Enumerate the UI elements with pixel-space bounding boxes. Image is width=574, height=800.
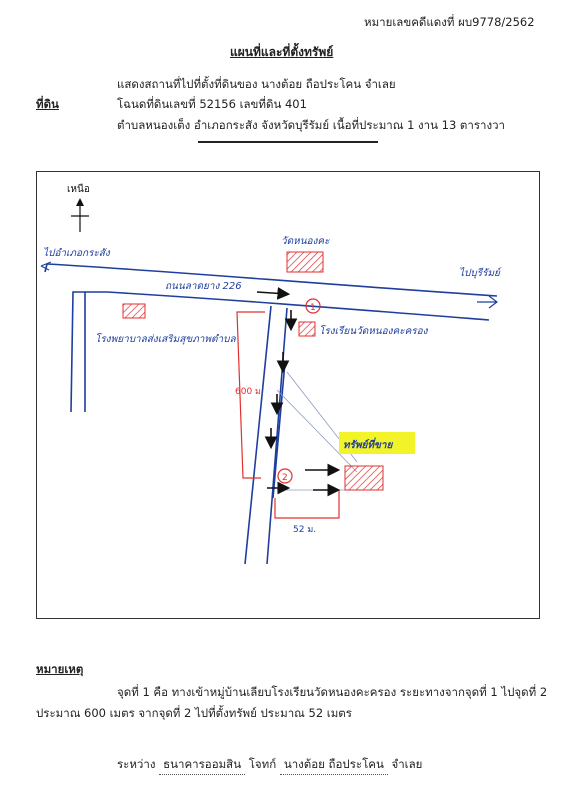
land-line1: แสดงสถานที่ไปที่ตั้งที่ดินของ นางต้อย ถือประโคน จำเลย bbox=[117, 77, 396, 91]
hospital-label: โรงพยาบาลส่งเสริมสุขภาพตำบล bbox=[95, 334, 236, 345]
north-label: เหนือ bbox=[67, 184, 90, 195]
remarks-label: หมายเหตุ bbox=[36, 662, 84, 676]
property-block bbox=[345, 466, 383, 490]
hospital-block bbox=[123, 304, 145, 318]
footer-between: ระหว่าง bbox=[117, 757, 156, 771]
footer-plaintiff: ธนาคารออมสิน bbox=[159, 756, 245, 775]
land-label: ที่ดิน bbox=[36, 97, 59, 111]
map-drawing bbox=[37, 172, 541, 620]
page-title: แผนที่และที่ตั้งทรัพย์ bbox=[230, 45, 334, 59]
remarks-line1: จุดที่ 1 คือ ทางเข้าหมู่บ้านเลียบโรงเรียนวัดหนองคะครอง ระยะทางจากจุดที่ 1 ไปจุดที่ 2 bbox=[117, 685, 548, 699]
temple-label: วัดหนองคะ bbox=[281, 236, 330, 247]
land-line3: ตำบลหนองเต็ง อำเภอกระสัง จังหวัดบุรีรัมย์ เนื้อที่ประมาณ 1 งาน 13 ตารางวา bbox=[117, 118, 506, 132]
to-buriram-label: ไปบุรีรัมย์ bbox=[459, 268, 500, 279]
land-line2: โฉนดที่ดินเลขที่ 52156 เลขที่ดิน 401 bbox=[117, 97, 307, 111]
north-arrow-icon bbox=[71, 198, 89, 232]
case-number: หมายเลขคดีแดงที่ ผบ9778/2562 bbox=[364, 15, 535, 29]
footer-parties bbox=[117, 756, 422, 775]
remarks-line2: ประมาณ 600 เมตร จากจุดที่ 2 ไปที่ตั้งทรัพย์ ประมาณ 52 เมตร bbox=[36, 706, 352, 720]
side-road bbox=[245, 306, 287, 564]
point1-label: 1 bbox=[310, 303, 316, 313]
footer-defendant: นางต้อย ถือประโคน bbox=[280, 756, 388, 775]
footer-plaintiff-role: โจทก์ bbox=[248, 757, 277, 771]
temple-block bbox=[287, 252, 323, 272]
point2-label: 2 bbox=[282, 473, 288, 483]
school-block bbox=[299, 322, 315, 336]
school-label: โรงเรียนวัดหนองคะครอง bbox=[319, 326, 428, 337]
to-district-label: ไปอำเภอกระสัง bbox=[43, 248, 110, 259]
road-label: ถนนลาดยาง 226 bbox=[165, 281, 242, 292]
direction-arrows bbox=[41, 262, 497, 308]
footer-defendant-role: จำเลย bbox=[391, 757, 423, 771]
title-divider bbox=[198, 141, 378, 143]
distance-52-bracket bbox=[275, 490, 339, 518]
property-label: ทรัพย์ที่ขาย bbox=[343, 440, 393, 451]
distance-52-label: 52 ม. bbox=[293, 525, 317, 535]
location-map bbox=[36, 171, 540, 619]
distance-600-label: 600 ม. bbox=[235, 387, 264, 397]
